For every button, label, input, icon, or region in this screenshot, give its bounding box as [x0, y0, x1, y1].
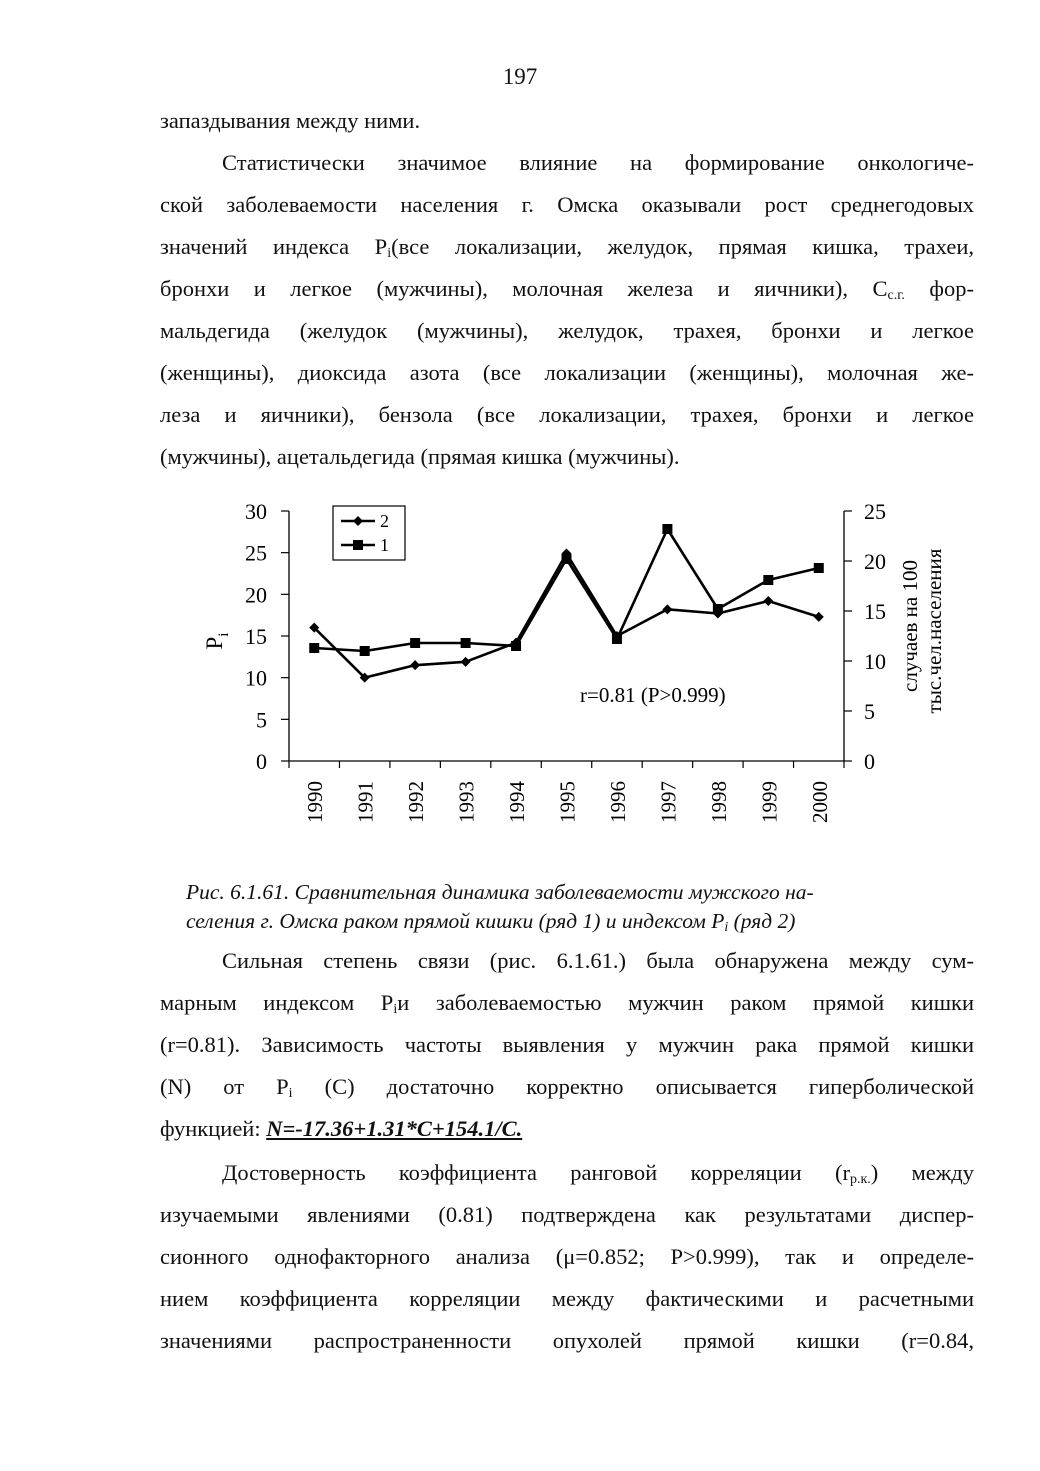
paragraph-2 — [160, 940, 974, 1150]
x-tick-label: 1995 — [555, 781, 580, 823]
x-tick-label: 1996 — [605, 781, 630, 823]
text-line: (N) от $P_i$ (С) достаточно корректно описывается гиперболической — [160, 1074, 974, 1101]
legend-box — [333, 506, 405, 560]
text-line: значениями распространенности опухолей прямой кишки (r=0.84, — [160, 1328, 974, 1353]
y-left-tick-label: 30 — [245, 499, 267, 524]
y-axis-right-label-1: случаев на 100 — [898, 560, 922, 692]
x-tick-label: 1992 — [404, 781, 429, 823]
legend-label: 1 — [380, 535, 389, 555]
caption-line: Рис. 6.1.61. Сравнительная динамика заболеваемости мужского на- — [186, 880, 814, 904]
y-right-tick-label: 5 — [864, 699, 875, 724]
data-point-square — [562, 554, 572, 564]
x-tick-label: 1999 — [757, 781, 782, 823]
line-chart — [0, 490, 1040, 870]
caption-line: селения г. Омска раком прямой кишки (ряд 1) и индексом $P_i$ (ряд 2) — [186, 909, 796, 935]
data-point-square — [309, 643, 319, 653]
x-tick-label: 1993 — [454, 781, 479, 823]
y-right-tick-label: 25 — [864, 499, 886, 524]
series-line — [314, 554, 819, 678]
data-point-diamond — [461, 657, 471, 667]
text-line: значений индекса $P_i(все$ локализации, желудок, прямая кишка, трахеи, — [160, 234, 974, 261]
x-tick-label: 1994 — [505, 781, 530, 823]
y-right-tick-label: 15 — [864, 599, 886, 624]
paragraph-1 — [160, 142, 974, 478]
x-tick-label: 1997 — [656, 781, 681, 823]
y-axis-left-label: $P_i$ — [202, 632, 232, 650]
data-point-diamond — [410, 660, 420, 670]
text-line: Сильная степень связи (рис. 6.1.61.) была обнаружена между сум- — [222, 948, 974, 973]
data-point-square — [612, 634, 622, 644]
data-point-square — [662, 524, 672, 534]
paragraph-top — [160, 100, 974, 142]
data-point-diamond — [814, 612, 824, 622]
text-line: бронхи и легкое (мужчины), молочная железа и яичники), $C_{с.г.}$ фор- — [160, 276, 974, 303]
text-line: ской заболеваемости населения г. Омска оказывали рост среднегодовых — [160, 192, 974, 217]
data-point-diamond — [662, 604, 672, 614]
text-line: нием коэффициента корреляции между фактическими и расчетными — [160, 1286, 974, 1311]
paragraph-3 — [160, 1152, 974, 1362]
text-line: функцией: N=-17.36+1.31*C+154.1/C. — [160, 1116, 523, 1141]
y-axis-right-label-2: тыс.чел.населения — [922, 548, 946, 714]
figure-caption — [186, 878, 976, 936]
x-tick-label: 1991 — [353, 781, 378, 823]
chart-annotation: r=0.81 (P>0.999) — [580, 683, 726, 707]
legend-marker-square — [353, 540, 363, 550]
text-line: марным индексом $P_iи$ заболеваемостью мужчин раком прямой кишки — [160, 990, 974, 1017]
text-line: Достоверность коэффициента ранговой корреляции $(r_{р.к.})$ между — [222, 1160, 974, 1187]
data-point-diamond — [763, 596, 773, 606]
y-right-tick-label: 20 — [864, 549, 886, 574]
text-line: изучаемыми явлениями (0.81) подтверждена как результатами диспер- — [160, 1202, 974, 1227]
text-line: мальдегида (желудок (мужчины), желудок, трахея, бронхи и легкое — [160, 318, 974, 343]
text-line: запаздывания между ними. — [160, 108, 421, 133]
x-tick-label: 1990 — [303, 781, 328, 823]
y-right-tick-label: 10 — [864, 649, 886, 674]
y-left-tick-label: 0 — [256, 749, 267, 774]
chart-legend — [333, 506, 405, 560]
x-tick-label: 2000 — [807, 781, 832, 823]
data-point-square — [814, 563, 824, 573]
text-line: (r=0.81). Зависимость частоты выявления у мужчин рака прямой кишки — [160, 1032, 974, 1057]
data-point-square — [511, 641, 521, 651]
x-tick-label: 1998 — [706, 781, 731, 823]
y-left-tick-label: 10 — [245, 665, 267, 691]
data-point-square — [360, 646, 370, 656]
y-left-tick-label: 25 — [245, 540, 267, 566]
data-point-square — [410, 638, 420, 648]
text-line: (мужчины), ацетальдегида (прямая кишка (мужчины). — [160, 444, 680, 469]
data-point-square — [461, 638, 471, 648]
text-line: сионного однофакторного анализа (μ=0.852; P>0.999), так и определе- — [160, 1244, 974, 1269]
formula: N=-17.36+1.31*C+154.1/C. — [266, 1116, 523, 1141]
data-point-square — [713, 604, 723, 614]
data-point-square — [763, 575, 773, 585]
page-number: 197 — [502, 64, 538, 89]
y-left-tick-label: 20 — [245, 582, 267, 608]
y-left-tick-label: 5 — [256, 707, 267, 733]
y-left-tick-label: 15 — [245, 624, 267, 649]
text-line: (женщины), диоксида азота (все локализации (женщины), молочная же- — [160, 360, 974, 385]
legend-label: 2 — [380, 511, 389, 531]
y-right-tick-label: 0 — [864, 749, 875, 774]
text-line: леза и яичники), бензола (все локализации, трахея, бронхи и легкое — [160, 402, 974, 427]
text-line: Статистически значимое влияние на формирование онкологиче- — [222, 150, 974, 175]
